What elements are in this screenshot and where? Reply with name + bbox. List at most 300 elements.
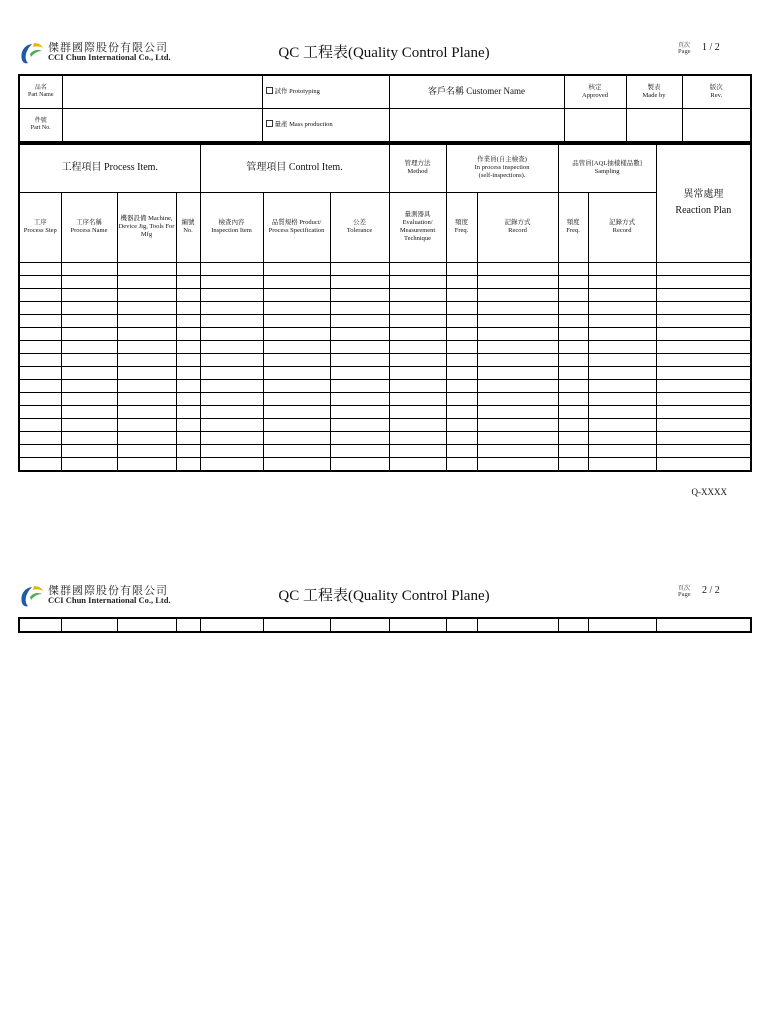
table-cell[interactable] <box>263 301 330 314</box>
table-cell[interactable] <box>389 340 446 353</box>
col-process-name-cn: 工序名稱 <box>76 218 102 226</box>
table-row <box>19 379 751 392</box>
table-cell[interactable] <box>117 327 176 340</box>
table-cell[interactable] <box>389 262 446 275</box>
table-cell[interactable] <box>117 366 176 379</box>
table-cell[interactable] <box>19 275 61 288</box>
table-cell[interactable] <box>200 340 263 353</box>
col-evaluation <box>389 192 446 262</box>
part-no-label-cn: 件號 <box>34 117 47 124</box>
table-cell[interactable] <box>330 340 389 353</box>
sampling-header-en: Sampling <box>594 168 620 176</box>
col-freq <box>446 192 477 262</box>
table-cell[interactable] <box>200 418 263 431</box>
part-name-label-cn: 品名 <box>34 84 47 91</box>
table-cell[interactable] <box>176 618 200 632</box>
table-cell[interactable] <box>61 618 117 632</box>
table-row <box>19 288 751 301</box>
table-cell[interactable] <box>477 314 558 327</box>
col-freq2-en: Freq. <box>566 227 580 234</box>
table-cell[interactable] <box>176 431 200 444</box>
table-cell[interactable] <box>330 353 389 366</box>
mass-production-checkbox[interactable] <box>262 109 389 143</box>
table-cell[interactable] <box>263 379 330 392</box>
table-cell[interactable] <box>656 314 751 327</box>
table-cell[interactable] <box>558 431 588 444</box>
table-cell[interactable] <box>477 366 558 379</box>
table-row <box>19 366 751 379</box>
table-cell[interactable] <box>477 444 558 457</box>
table-cell[interactable] <box>263 353 330 366</box>
table-cell[interactable] <box>19 418 61 431</box>
rev-label-en: Rev. <box>710 92 723 99</box>
table-cell[interactable] <box>477 431 558 444</box>
table-cell[interactable] <box>477 457 558 471</box>
table-row <box>19 262 751 275</box>
table-cell[interactable] <box>477 392 558 405</box>
in-process-header <box>446 144 558 192</box>
table-cell[interactable] <box>330 366 389 379</box>
table-cell[interactable] <box>117 353 176 366</box>
page-indicator <box>678 39 738 65</box>
table-cell[interactable] <box>200 444 263 457</box>
table-cell[interactable] <box>200 288 263 301</box>
table-cell[interactable] <box>19 366 61 379</box>
table-row <box>19 275 751 288</box>
table-cell[interactable] <box>656 431 751 444</box>
table-cell[interactable] <box>61 431 117 444</box>
table-cell[interactable] <box>588 340 656 353</box>
table-cell[interactable] <box>558 418 588 431</box>
table-cell[interactable] <box>117 314 176 327</box>
col-record-cn: 記錄方式 <box>504 218 531 226</box>
table-cell[interactable] <box>477 327 558 340</box>
table-cell[interactable] <box>389 392 446 405</box>
col-inspection-en: Inspection Item <box>211 227 252 234</box>
table-cell[interactable] <box>446 618 477 632</box>
part-name-field[interactable] <box>62 75 262 109</box>
col-specification <box>263 192 330 262</box>
part-no-label <box>19 109 62 143</box>
table-cell[interactable] <box>19 618 61 632</box>
page-indicator <box>678 582 738 608</box>
table-cell[interactable] <box>330 301 389 314</box>
table-cell[interactable] <box>176 288 200 301</box>
col-eval-en2: Measurement <box>399 227 436 234</box>
approved-field[interactable] <box>564 109 626 143</box>
company-name-en: CCI Chun International Co., Ltd. <box>48 595 171 605</box>
table-cell[interactable] <box>656 418 751 431</box>
table-cell[interactable] <box>61 392 117 405</box>
table-cell[interactable] <box>200 457 263 471</box>
table-cell[interactable] <box>200 262 263 275</box>
table-cell[interactable] <box>330 327 389 340</box>
table-cell[interactable] <box>19 392 61 405</box>
col-freq-en: Freq. <box>454 227 469 234</box>
table-cell[interactable] <box>263 457 330 471</box>
table-cell[interactable] <box>558 353 588 366</box>
col-no-cn: 編號 <box>181 218 195 226</box>
table-cell[interactable] <box>176 405 200 418</box>
table-cell[interactable] <box>446 366 477 379</box>
table-cell[interactable] <box>263 431 330 444</box>
table-cell[interactable] <box>263 275 330 288</box>
table-cell[interactable] <box>588 353 656 366</box>
table-cell[interactable] <box>588 444 656 457</box>
table-cell[interactable] <box>446 444 477 457</box>
table-cell[interactable] <box>19 379 61 392</box>
table-cell[interactable] <box>477 405 558 418</box>
table-cell[interactable] <box>61 444 117 457</box>
table-cell[interactable] <box>176 340 200 353</box>
table-cell[interactable] <box>446 340 477 353</box>
table-cell[interactable] <box>176 457 200 471</box>
table-cell[interactable] <box>200 301 263 314</box>
table-cell[interactable] <box>389 405 446 418</box>
table-cell[interactable] <box>558 618 588 632</box>
table-cell[interactable] <box>117 431 176 444</box>
col-process-name <box>61 192 117 262</box>
table-cell[interactable] <box>19 288 61 301</box>
table-cell[interactable] <box>330 405 389 418</box>
table-cell[interactable] <box>263 262 330 275</box>
in-process-header-en2: (self-inspections). <box>478 172 526 180</box>
table-cell[interactable] <box>588 275 656 288</box>
method-header-cn: 管理方法 <box>404 160 431 168</box>
table-cell[interactable] <box>330 618 389 632</box>
page-label-en: Page <box>678 591 691 598</box>
table-cell[interactable] <box>263 418 330 431</box>
table-cell[interactable] <box>61 353 117 366</box>
table-cell[interactable] <box>19 314 61 327</box>
rev-label <box>682 75 751 109</box>
table-cell[interactable] <box>330 379 389 392</box>
table-cell[interactable] <box>19 405 61 418</box>
table-cell[interactable] <box>200 327 263 340</box>
table-cell[interactable] <box>19 327 61 340</box>
table-cell[interactable] <box>656 405 751 418</box>
table-cell[interactable] <box>19 353 61 366</box>
table-cell[interactable] <box>263 366 330 379</box>
made-by-field[interactable] <box>626 109 682 143</box>
table-cell[interactable] <box>558 392 588 405</box>
table-cell[interactable] <box>117 405 176 418</box>
table-cell[interactable] <box>263 340 330 353</box>
table-cell[interactable] <box>19 444 61 457</box>
table-cell[interactable] <box>656 444 751 457</box>
table-cell[interactable] <box>389 314 446 327</box>
process-item-header: 工程項目 Process Item. <box>19 144 200 192</box>
reaction-plan-header-en: Reaction Plan <box>675 205 732 217</box>
sampling-header <box>558 144 656 192</box>
control-plan-rows <box>19 262 751 471</box>
table-cell[interactable] <box>558 444 588 457</box>
table-cell[interactable] <box>263 618 330 632</box>
col-machine-en2: Mfg <box>140 231 153 239</box>
form-code: Q-XXXX <box>691 487 727 497</box>
table-cell[interactable] <box>389 366 446 379</box>
company-name-en: CCI Chun International Co., Ltd. <box>48 52 171 62</box>
table-cell[interactable] <box>389 618 446 632</box>
table-cell[interactable] <box>446 327 477 340</box>
table-cell[interactable] <box>61 405 117 418</box>
table-cell[interactable] <box>389 379 446 392</box>
table-cell[interactable] <box>61 327 117 340</box>
part-no-label-en: Part No. <box>30 125 51 131</box>
table-cell[interactable] <box>263 444 330 457</box>
made-by-label-cn: 製表 <box>647 83 661 91</box>
table-cell[interactable] <box>558 275 588 288</box>
table-cell[interactable] <box>263 327 330 340</box>
table-cell[interactable] <box>389 327 446 340</box>
table-cell[interactable] <box>588 262 656 275</box>
col-tolerance-cn: 公差 <box>353 218 367 226</box>
control-plan-table <box>18 143 752 472</box>
table-cell[interactable] <box>446 275 477 288</box>
table-cell[interactable] <box>330 457 389 471</box>
page-label-cn: 頁次 <box>678 586 691 592</box>
table-cell[interactable] <box>588 314 656 327</box>
table-cell[interactable] <box>176 353 200 366</box>
table-row <box>19 431 751 444</box>
table-cell[interactable] <box>330 444 389 457</box>
table-cell[interactable] <box>389 275 446 288</box>
table-cell[interactable] <box>389 301 446 314</box>
table-cell[interactable] <box>117 457 176 471</box>
table-cell[interactable] <box>446 457 477 471</box>
table-cell[interactable] <box>477 301 558 314</box>
table-cell[interactable] <box>477 353 558 366</box>
made-by-label-en: Made by <box>642 92 666 99</box>
table-cell[interactable] <box>200 275 263 288</box>
table-cell[interactable] <box>61 418 117 431</box>
table-cell[interactable] <box>176 444 200 457</box>
table-cell[interactable] <box>656 275 751 288</box>
table-cell[interactable] <box>656 340 751 353</box>
table-cell[interactable] <box>389 418 446 431</box>
table-cell[interactable] <box>61 275 117 288</box>
part-no-field[interactable] <box>62 109 262 143</box>
prototyping-label: 試作 Prototyping <box>274 88 320 96</box>
table-cell[interactable] <box>19 431 61 444</box>
table-cell[interactable] <box>330 314 389 327</box>
col-inspection-item <box>200 192 263 262</box>
table-cell[interactable] <box>588 405 656 418</box>
table-cell[interactable] <box>117 379 176 392</box>
table-cell[interactable] <box>477 288 558 301</box>
table-cell[interactable] <box>446 392 477 405</box>
table-cell[interactable] <box>200 379 263 392</box>
table-cell[interactable] <box>61 301 117 314</box>
table-cell[interactable] <box>558 288 588 301</box>
table-row <box>19 444 751 457</box>
table-cell[interactable] <box>19 340 61 353</box>
table-cell[interactable] <box>176 314 200 327</box>
table-cell[interactable] <box>117 418 176 431</box>
table-cell[interactable] <box>558 405 588 418</box>
table-cell[interactable] <box>330 275 389 288</box>
table-row <box>19 327 751 340</box>
approved-label <box>564 75 626 109</box>
table-cell[interactable] <box>263 392 330 405</box>
table-cell[interactable] <box>330 262 389 275</box>
table-cell[interactable] <box>176 418 200 431</box>
table-cell[interactable] <box>656 301 751 314</box>
table-cell[interactable] <box>330 418 389 431</box>
table-cell[interactable] <box>176 327 200 340</box>
table-cell[interactable] <box>200 392 263 405</box>
table-cell[interactable] <box>446 262 477 275</box>
col-freq2-cn: 頻度 <box>566 218 580 226</box>
table-cell[interactable] <box>588 457 656 471</box>
table-cell[interactable] <box>588 618 656 632</box>
page-number: 1 / 2 <box>702 42 720 53</box>
table-cell[interactable] <box>176 366 200 379</box>
table-cell[interactable] <box>446 353 477 366</box>
table-cell[interactable] <box>477 618 558 632</box>
customer-name-field[interactable] <box>389 109 564 143</box>
table-cell[interactable] <box>263 314 330 327</box>
table-cell[interactable] <box>656 353 751 366</box>
table-cell[interactable] <box>117 444 176 457</box>
table-cell[interactable] <box>61 379 117 392</box>
table-cell[interactable] <box>61 340 117 353</box>
table-cell[interactable] <box>389 288 446 301</box>
table-cell[interactable] <box>656 392 751 405</box>
table-cell[interactable] <box>389 457 446 471</box>
table-cell[interactable] <box>558 379 588 392</box>
method-header <box>389 144 446 192</box>
table-cell[interactable] <box>446 301 477 314</box>
table-cell[interactable] <box>117 275 176 288</box>
table-cell[interactable] <box>176 379 200 392</box>
table-cell[interactable] <box>446 418 477 431</box>
table-cell[interactable] <box>117 618 176 632</box>
table-cell[interactable] <box>330 392 389 405</box>
in-process-header-cn: 作業員(自主檢查) <box>477 156 527 164</box>
table-cell[interactable] <box>19 301 61 314</box>
col-inspection-cn: 檢查內容 <box>218 218 245 226</box>
sampling-header-cn: 品管員[AQL抽樣樣品數] <box>572 160 642 168</box>
table-cell[interactable] <box>446 288 477 301</box>
table-cell[interactable] <box>389 444 446 457</box>
table-cell[interactable] <box>558 301 588 314</box>
table-cell[interactable] <box>61 288 117 301</box>
table-cell[interactable] <box>263 405 330 418</box>
table-cell[interactable] <box>588 301 656 314</box>
table-cell[interactable] <box>117 392 176 405</box>
table-cell[interactable] <box>477 379 558 392</box>
table-cell[interactable] <box>558 327 588 340</box>
rev-field[interactable] <box>682 109 751 143</box>
table-cell[interactable] <box>477 340 558 353</box>
table-cell[interactable] <box>656 262 751 275</box>
table-cell[interactable] <box>263 288 330 301</box>
method-header-en: Method <box>407 168 428 176</box>
table-cell[interactable] <box>588 431 656 444</box>
table-cell[interactable] <box>558 457 588 471</box>
col-record2-cn: 記錄方式 <box>609 218 636 226</box>
table-cell[interactable] <box>477 262 558 275</box>
table-cell[interactable] <box>446 314 477 327</box>
col-process-step-en: Process Step <box>23 227 57 234</box>
rev-label-cn: 版次 <box>709 83 723 91</box>
table-cell[interactable] <box>656 618 751 632</box>
table-cell[interactable] <box>446 431 477 444</box>
prototyping-checkbox[interactable] <box>262 75 389 109</box>
table-cell[interactable] <box>656 327 751 340</box>
table-cell[interactable] <box>588 288 656 301</box>
table-cell[interactable] <box>176 262 200 275</box>
table-cell[interactable] <box>117 340 176 353</box>
table-cell[interactable] <box>477 418 558 431</box>
col-record-sampling <box>588 192 656 262</box>
table-cell[interactable] <box>558 366 588 379</box>
table-cell[interactable] <box>61 457 117 471</box>
col-machine-cn: 機器設備 Machine, <box>120 214 173 222</box>
table-cell[interactable] <box>200 405 263 418</box>
table-cell[interactable] <box>330 288 389 301</box>
table-cell[interactable] <box>446 379 477 392</box>
table-cell[interactable] <box>176 301 200 314</box>
table-cell[interactable] <box>389 431 446 444</box>
table-cell[interactable] <box>477 275 558 288</box>
table-cell[interactable] <box>656 288 751 301</box>
table-cell[interactable] <box>61 314 117 327</box>
col-no <box>176 192 200 262</box>
table-cell[interactable] <box>19 457 61 471</box>
checkbox-icon <box>266 87 273 94</box>
table-cell[interactable] <box>588 379 656 392</box>
table-cell[interactable] <box>588 327 656 340</box>
table-cell[interactable] <box>330 431 389 444</box>
table-cell[interactable] <box>200 366 263 379</box>
table-cell[interactable] <box>446 405 477 418</box>
table-cell[interactable] <box>558 314 588 327</box>
col-machine-en1: Device Jig, Tools For <box>118 222 175 230</box>
table-cell[interactable] <box>588 392 656 405</box>
table-cell[interactable] <box>200 353 263 366</box>
table-cell[interactable] <box>117 301 176 314</box>
col-record-en: Record <box>508 227 527 234</box>
table-cell[interactable] <box>117 262 176 275</box>
customer-name-label: 客戶名稱 Customer Name <box>389 75 564 109</box>
table-cell[interactable] <box>200 314 263 327</box>
table-cell[interactable] <box>656 379 751 392</box>
table-cell[interactable] <box>176 392 200 405</box>
col-eval-en3: Technique <box>404 235 432 243</box>
table-cell[interactable] <box>558 262 588 275</box>
in-process-header-en1: In process inspection <box>474 164 530 172</box>
table-cell[interactable] <box>588 366 656 379</box>
table-cell[interactable] <box>656 457 751 471</box>
table-cell[interactable] <box>389 353 446 366</box>
reaction-plan-header-cn: 異常處理 <box>683 189 724 201</box>
table-cell[interactable] <box>656 366 751 379</box>
table-cell[interactable] <box>558 340 588 353</box>
table-cell[interactable] <box>200 431 263 444</box>
col-process-name-en: Process Name <box>70 227 108 234</box>
col-spec-en: Process Specification <box>268 227 325 234</box>
table-cell[interactable] <box>19 262 61 275</box>
table-cell[interactable] <box>61 262 117 275</box>
table-cell[interactable] <box>61 366 117 379</box>
table-cell[interactable] <box>200 618 263 632</box>
table-cell[interactable] <box>176 275 200 288</box>
table-cell[interactable] <box>117 288 176 301</box>
table-cell[interactable] <box>588 418 656 431</box>
part-name-label-en: Part Name <box>28 92 54 98</box>
